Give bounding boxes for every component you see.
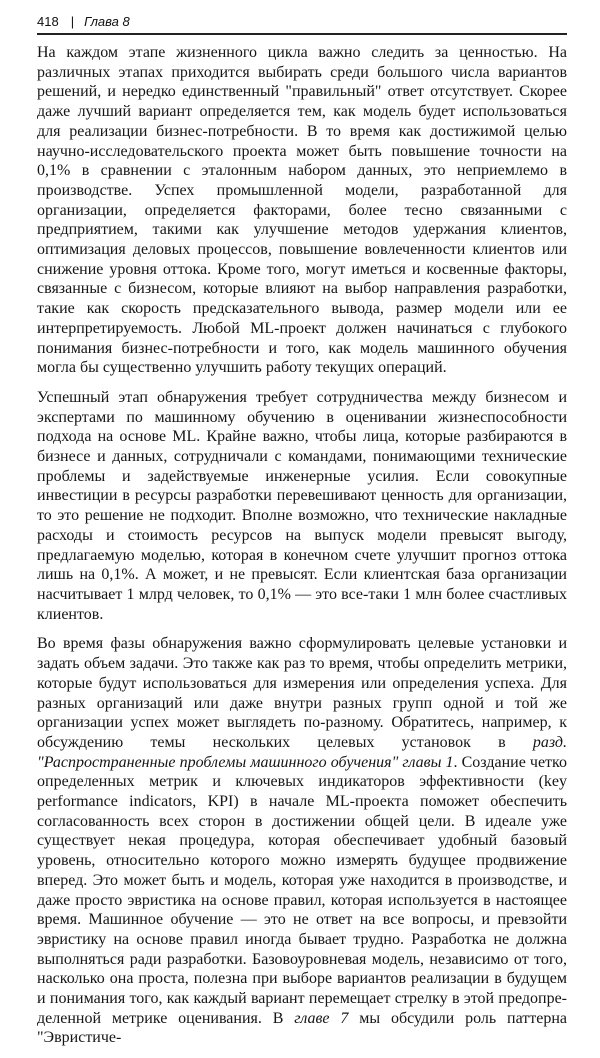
paragraph-1: На каждом этапе жизненного цикла важно следить за ценностью. На различных этапах приходится выбирать среди большого числа вариантов решений, и нередко единственный "правильный" ответ отсутствует. Скорее даже лучший вариант определяется тем, как модель будет использоваться для реализации бизнес-потребности. В то время как достижимой целью научно-исследовательского проекта может быть повышение точности на 0,1% в сравнении с эталонным набором данных, это неприемлемо в производстве. Успех промышленной модели, разработанной для организации, определяется факторами, более тесно связанными с предприятием, такими как улучшение методов удержания клиентов, оптимизация деловых процессов, повышение вовлеченности клиентов или снижение уровня оттока. Кроме того, могут иметься и косвенные факторы, связанные с бизнесом, которые влияют на выбор направления разработки, такие как скорость предсказательного вывода, размер модели или ее интерпретируемость. Любой ML-проект должен начинаться с глубокого понимания бизнес-потребности и того, как модель машинного обучения могла бы существенно улучшить работу текущих операций.	[37, 44, 567, 377]
paragraph-2: Успешный этап обнаружения требует сотрудничества между бизнесом и экспертами по машинному обучению в оценивании жизнеспособности подхода на основе ML. Крайне важно, чтобы лица, которые разбираются в бизнесе и данных, сотрудничали с командами, понимающими технические проблемы и задействуемые инженерные усилия. Если совокупные инвестиции в ресурсы разработки перевешивают ценность для организации, то это решение не подходит. Вполне возможно, что технические накладные расходы и стоимость ресурсов на выпуск модели превысят выгоду, предлагаемую моделью, которая в конечном счете улучшит прогноз оттока лишь на 0,1%. А может, и не превысят. Если клиентская база организации насчитывает 1 млрд человек, то 0,1% — это все-таки 1 млн более счастливых клиентов.	[37, 388, 567, 623]
paragraph-3-text-a: Во время фазы обнаружения важно сформулировать целевые установки и задать объем задачи. Это также как раз то время, чтобы определить метрики, которые будут использоваться для измерения или определения успеха. Для разных организаций или даже внутри разных групп одной и той же организации успех может выглядеть по-разному. Обратитесь, например, к обсуждению темы нескольких целевых установок в	[37, 635, 567, 751]
page-number: 418	[37, 14, 59, 29]
body-text	[37, 43, 567, 1058]
paragraph-3-text-b: . Создание четко определенных метрик и ключевых индикаторов эффективности (key performance indicators, KPI) в начале ML-проекта поможет обеспечить согласованность всех сторон в достижении общей цели. В идеале уже существует некая процедура, которая обеспечивает удобный базовый уровень, относительно которого можно измерять будущее продвижение вперед. Это может быть и модель, которая уже находится в производстве, и даже просто эвристика на основе правил, которая используется в настоящее время. Машинное обучение — это не ответ на все вопросы, и превзойти эвристику на основе правил иногда бывает трудно. Разработка не должна выполняться ради разработки. Базовоуровневая модель, независимо от того, насколько она проста, полезна при выборе вариантов реализации в будущем и понимания того, как каждый вариант перемещает стрелку в этой предопределенной метрике оценивания. В	[37, 753, 567, 1027]
header-separator: |	[70, 14, 75, 29]
chapter-title: Глава 8	[84, 14, 130, 29]
paragraph-3-text-c: мы обсудили роль паттерна "Эвристиче-	[37, 1009, 568, 1047]
cross-reference-section: разд. "Распространенные проблемы машинного обучения" главы 1	[37, 733, 567, 771]
paragraph-3	[37, 634, 567, 1048]
running-header	[37, 13, 567, 35]
cross-reference-chapter: главе 7	[294, 1009, 349, 1027]
